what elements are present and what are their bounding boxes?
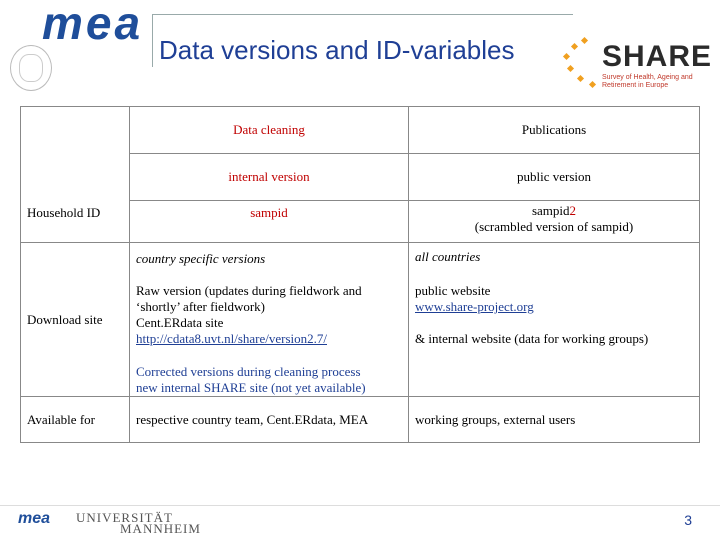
corrected-versions-line: new internal SHARE site (not yet available) <box>136 380 366 395</box>
table-cell-spacer <box>136 267 402 283</box>
table-row <box>21 201 700 243</box>
share-dot-icon <box>589 81 596 88</box>
table-cell-spacer <box>415 265 693 283</box>
table-cell-spacer <box>136 347 402 364</box>
household-public-id-cell <box>409 201 700 243</box>
household-public-id-suffix: 2 <box>569 203 577 218</box>
corrected-versions-line: Corrected versions during cleaning process <box>136 364 361 379</box>
table-row <box>21 107 700 154</box>
table-row <box>21 154 700 201</box>
share-dot-icon <box>571 43 578 50</box>
cdata-link[interactable]: http://cdata8.uvt.nl/share/version2.7/ <box>136 331 327 346</box>
download-public-cell <box>409 243 700 397</box>
university-logo-line: UNIVERSITÄT <box>76 510 173 525</box>
available-for-label: Available for <box>21 397 130 443</box>
university-seal-icon <box>10 45 52 91</box>
table-row <box>21 397 700 443</box>
share-logo <box>560 32 713 92</box>
share-dot-icon <box>581 37 588 44</box>
university-logo-line: MANNHEIM <box>120 521 201 536</box>
table-cell <box>21 154 130 201</box>
download-internal-line: Cent.ERdata site <box>136 315 224 330</box>
data-versions-table <box>20 106 700 443</box>
page-number: 3 <box>684 512 692 528</box>
public-version-cell: public version <box>409 154 700 201</box>
mea-logo-text: mea <box>42 0 144 49</box>
download-internal-line: ‘shortly’ after fieldwork) <box>136 299 265 314</box>
title-frame <box>152 14 573 67</box>
household-internal-id: sampid <box>130 201 409 243</box>
share-dot-icon <box>577 75 584 82</box>
household-public-id: sampid <box>531 203 570 218</box>
download-public-heading: all countries <box>415 249 481 264</box>
university-mannheim-logo <box>76 512 201 534</box>
share-dot-icon <box>567 65 574 72</box>
download-internal-cell <box>130 243 409 397</box>
download-site-label: Download site <box>21 243 130 397</box>
available-internal: respective country team, Cent.ERdata, MEA <box>130 397 409 443</box>
share-project-link[interactable]: www.share-project.org <box>415 299 534 314</box>
header-publications: Publications <box>409 107 700 154</box>
footer-mea-logo: mea <box>18 510 51 527</box>
share-dot-icon <box>563 53 570 60</box>
download-public-internal: & internal website (data for working groups) <box>415 331 649 346</box>
internal-version-cell: internal version <box>130 154 409 201</box>
header-data-cleaning: Data cleaning <box>130 107 409 154</box>
table-row <box>21 243 700 397</box>
share-logo-subtitle: Survey of Health, Ageing and Retirement in Europe <box>602 74 693 89</box>
mea-logo <box>40 0 164 49</box>
download-internal-heading: country specific versions <box>136 251 266 266</box>
footer-divider <box>0 505 720 506</box>
share-logo-text: SHARE <box>602 40 713 73</box>
download-public-line: public website <box>415 283 491 298</box>
table-cell <box>21 107 130 154</box>
household-public-note: (scrambled version of sampid) <box>474 219 634 234</box>
download-internal-line: Raw version (updates during fieldwork and <box>136 283 362 298</box>
household-id-label: Household ID <box>21 201 130 243</box>
available-public: working groups, external users <box>409 397 700 443</box>
page-title: Data versions and ID-variables <box>159 35 515 65</box>
table-cell-spacer <box>415 315 693 331</box>
